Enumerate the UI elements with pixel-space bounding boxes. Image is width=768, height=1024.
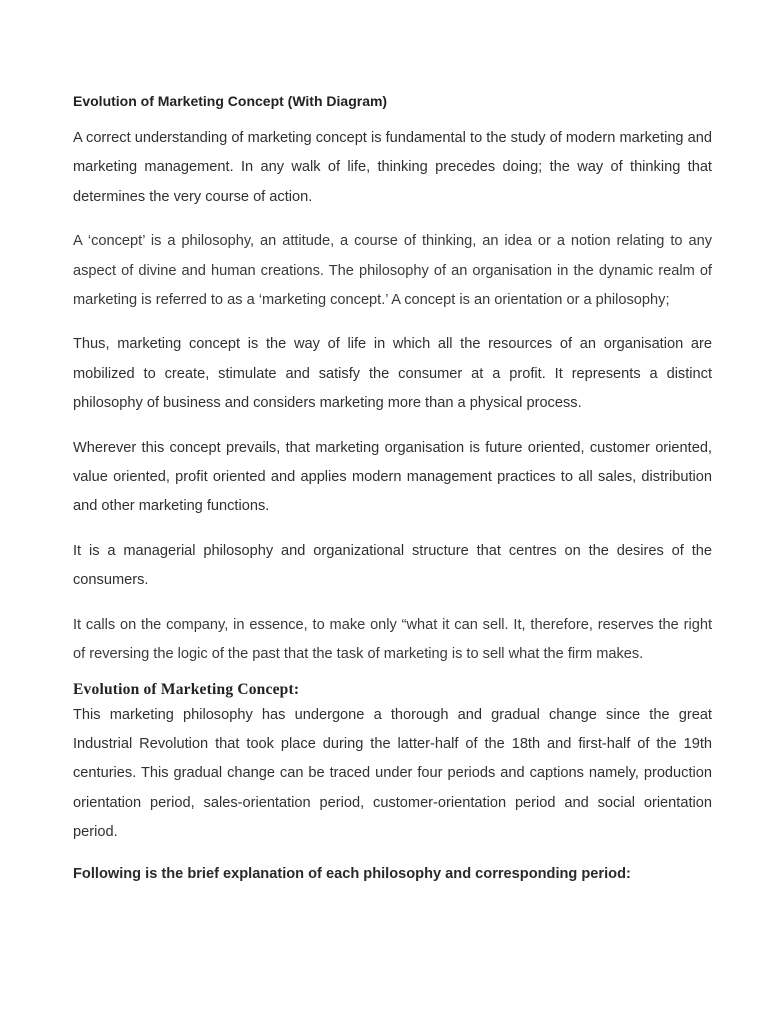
paragraph-concept-definition: A ‘concept’ is a philosophy, an attitude, a course of thinking, an idea or a notion relating to any aspect of divine and human creations. The philosophy of an organisation in the dynamic realm of marketing is referred to as a ‘marketing concept.’ A concept is an orientation or a philosophy; [73,233,712,309]
closing-statement: Following is the brief explanation of each philosophy and corresponding period: [73,865,631,882]
paragraph-managerial-philosophy: It is a managerial philosophy and organizational structure that centres on the desires of the consumers. [73,542,712,589]
paragraph-concept-prevails: Wherever this concept prevails, that marketing organisation is future oriented, customer oriented, value oriented, profit oriented and applies modern management practices to all sales, distribution and other marketing functions. [73,439,712,515]
paragraph-calls-on-company: It calls on the company, in essence, to make only “what it can sell. It, therefore, reserves the right of reversing the logic of the past that the task of marketing is to sell what the firm makes. [73,616,712,663]
document-page [73,91,712,885]
section-heading-evolution: Evolution of Marketing Concept: [73,680,300,698]
paragraph-marketing-concept: Thus, marketing concept is the way of life in which all the resources of an organisation are mobilized to create, stimulate and satisfy the consumer at a profit. It represents a distinct philosophy of business and considers marketing more than a physical process. [73,336,712,412]
paragraph-evolution: This marketing philosophy has undergone a thorough and gradual change since the great Industrial Revolution that took place during the latter-half of the 18th and first-half of the 19th centuries. This gradual change can be traced under four periods and captions namely, production orientation period, sales-orientation period, customer-orientation period and social orientation period. [73,706,712,841]
paragraph-intro: A correct understanding of marketing concept is fundamental to the study of modern marketing and marketing management. In any walk of life, thinking precedes doing; the way of thinking that determines the very course of action. [73,130,712,205]
document-title: Evolution of Marketing Concept (With Diagram) [73,93,388,109]
